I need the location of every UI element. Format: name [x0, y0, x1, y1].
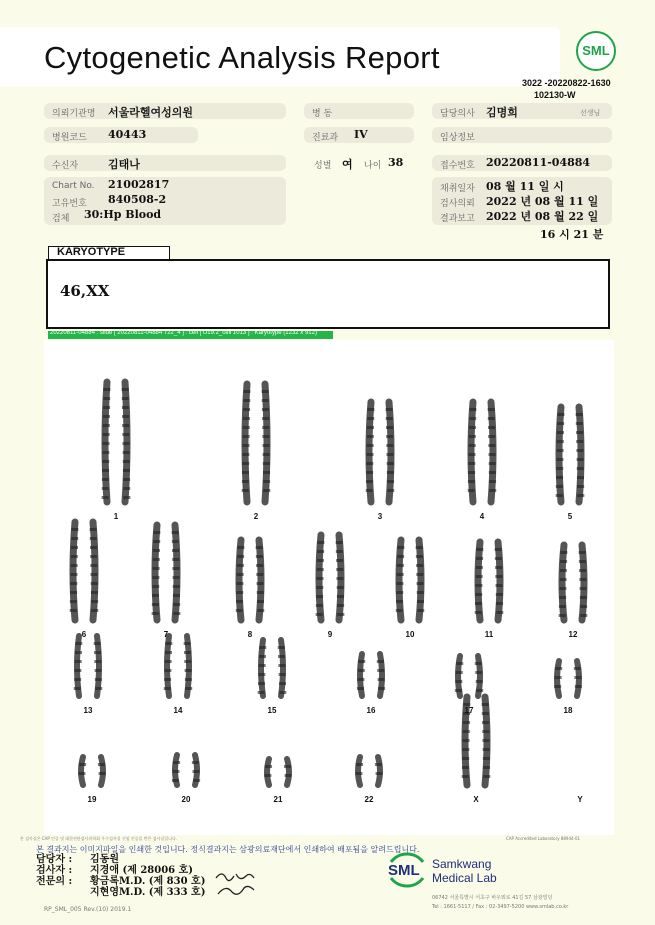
- logo-text: SML: [582, 43, 610, 58]
- chromosome-19-a: [78, 757, 86, 785]
- chromosome-1-b: [122, 382, 131, 502]
- result-label: 결과보고: [440, 214, 475, 224]
- company-logo-text: SML: [388, 862, 420, 879]
- dept-label: 진료과: [312, 133, 339, 143]
- signature-image: [212, 868, 262, 902]
- chromosome-label-22: 22: [364, 795, 374, 804]
- chromosome-label-19: 19: [87, 795, 97, 804]
- chromosome-label-7: 7: [163, 630, 169, 639]
- chromosome-12-b: [579, 545, 588, 620]
- chromosome-7-a: [152, 525, 161, 620]
- chromosome-3-a: [366, 402, 375, 502]
- sml-logo: [576, 31, 616, 71]
- chromosome-label-4: 4: [479, 512, 485, 521]
- chart-label: Chart No.: [52, 181, 95, 191]
- chromosome-label-8: 8: [247, 630, 253, 639]
- institution-label: 의뢰기관명: [52, 109, 96, 119]
- chromosome-17-b: [475, 656, 483, 696]
- company-name-line1: Samkwang: [432, 857, 492, 871]
- specimen-label: 검체: [52, 214, 70, 224]
- ward-label: 병 동: [312, 109, 333, 119]
- company-tel: Tel : 1661-5117 / Fax : 02-3497-5200 www.smlab.co.kr: [432, 904, 569, 910]
- chromosome-18-b: [574, 661, 582, 696]
- chromosome-22-b: [375, 757, 383, 785]
- request-label: 검사의뢰: [440, 199, 475, 209]
- chromosome-2-b: [262, 384, 271, 502]
- hospital-code-value: 40443: [108, 128, 147, 141]
- chromosome-14-a: [164, 636, 173, 696]
- expert1-value: 황금록M.D. (제 830 호): [90, 876, 206, 887]
- chromosome-17-a: [455, 656, 463, 696]
- karyogram-image-area: [44, 340, 614, 835]
- doctor-value: 김명희: [486, 106, 518, 119]
- slide-info-text: 20220811-04884 : slide [ 20220811-04884 722_4 ] : cell [ U19.2_cell 1013 ] : Karyotype (1232 x 912): [50, 330, 317, 336]
- chromosome-5-b: [576, 407, 585, 502]
- chromosome-label-5: 5: [567, 512, 573, 521]
- tester-label: 검사자 :: [36, 865, 73, 876]
- chromosome-18-a: [554, 661, 562, 696]
- chromosome-10-b: [416, 540, 425, 620]
- doctor-label: 담당의사: [440, 109, 475, 119]
- karyogram-svg: [44, 340, 614, 835]
- chromosome-label-16: 16: [366, 706, 376, 715]
- chromosome-label-2: 2: [253, 512, 259, 521]
- result-time: 16 시 21 분: [540, 228, 604, 241]
- chromosome-8-b: [256, 540, 265, 620]
- expert-label: 전문의 :: [36, 876, 73, 887]
- collect-value: 08 월 11 일 시: [486, 180, 564, 193]
- chromosome-label-6: 6: [81, 630, 87, 639]
- chromosome-label-17: 17: [464, 706, 474, 715]
- institution-value: 서울라헬여성의원: [108, 106, 194, 119]
- chromosome-label-X: X: [473, 795, 479, 804]
- karyotype-box: [46, 259, 610, 329]
- age-value: 38: [388, 156, 404, 169]
- notice-text: 본 결과지는 이미지파일을 인쇄한 것입니다. 정식결과지는 삼광의료재단에서 인쇄하여 배포됨을 알려드립니다.: [36, 845, 420, 854]
- manager-label: 담당자 :: [36, 854, 73, 865]
- chromosome-15-b: [278, 640, 287, 696]
- chromosome-6-a: [70, 522, 79, 620]
- chromosome-label-11: 11: [484, 630, 494, 639]
- age-label: 나이: [364, 161, 382, 171]
- form-number: RP_SML_005 Rev.(10) 2019.1: [44, 906, 132, 913]
- chromosome-10-a: [396, 540, 405, 620]
- tester-value: 지경애 (제 28006 호): [90, 865, 193, 876]
- chromosome-label-10: 10: [405, 630, 415, 639]
- chromosome-label-20: 20: [181, 795, 191, 804]
- chromosome-2-a: [242, 384, 251, 502]
- result-value: 2022 년 08 월 22 일: [486, 210, 599, 223]
- chromosome-16-b: [377, 654, 385, 696]
- company-address: 06742 서울특별시 서초구 바우뫼로 41길 57 삼광빌딩: [432, 895, 553, 901]
- chromosome-label-9: 9: [327, 630, 333, 639]
- chromosome-label-Y: Y: [577, 795, 583, 804]
- receipt-label: 접수번호: [440, 161, 475, 171]
- chromosome-3-b: [386, 402, 395, 502]
- chromosome-label-15: 15: [267, 706, 277, 715]
- report-number-line2: 102130-W: [534, 90, 576, 100]
- hospital-code-label: 병원코드: [52, 133, 87, 143]
- chromosome-label-18: 18: [563, 706, 573, 715]
- slide-info-bar: [48, 331, 333, 339]
- unique-label: 고유번호: [52, 199, 87, 209]
- karyotype-tab-label: KARYOTYPE: [57, 246, 126, 258]
- chromosome-6-b: [90, 522, 99, 620]
- fine-print-right: CAP Accredited Laboratory 88944-01: [506, 836, 581, 841]
- chromosome-4-a: [468, 402, 477, 502]
- expert2-value: 지현영M.D. (제 333 호): [90, 887, 206, 898]
- recipient-value: 김태나: [108, 158, 140, 171]
- chromosome-21-b: [284, 759, 292, 785]
- chromosome-20-b: [192, 755, 200, 785]
- specimen-value: 30:Hp Blood: [84, 208, 162, 221]
- chromosome-7-b: [172, 525, 181, 620]
- fine-print-left: 본 검사실은 CAP 인증 및 대한진단검사의학회 우수검사실 신임 인증을 받은 검사실입니다.: [20, 836, 178, 841]
- clinical-label: 임상정보: [440, 133, 475, 143]
- chromosome-21-a: [264, 759, 272, 785]
- request-value: 2022 년 08 월 11 일: [486, 195, 599, 208]
- company-name-line2: Medical Lab: [432, 871, 497, 885]
- chromosome-label-1: 1: [113, 512, 119, 521]
- chromosome-X-b: [482, 697, 491, 785]
- chromosome-19-b: [98, 757, 106, 785]
- recipient-label: 수신자: [52, 161, 79, 171]
- chromosome-1-a: [102, 382, 111, 502]
- chromosome-15-a: [258, 640, 267, 696]
- karyotype-value: 46,XX: [60, 282, 110, 300]
- chromosome-4-b: [488, 402, 497, 502]
- sex-label: 성별: [314, 161, 332, 171]
- karyotype-tab: [48, 246, 170, 260]
- doctor-suffix: 선생님: [580, 109, 601, 117]
- chromosome-11-b: [495, 542, 504, 620]
- chromosome-20-a: [172, 755, 180, 785]
- chromosome-label-12: 12: [568, 630, 578, 639]
- chromosome-label-3: 3: [377, 512, 383, 521]
- report-title: Cytogenetic Analysis Report: [44, 40, 440, 75]
- chromosome-22-a: [355, 757, 363, 785]
- chromosome-9-a: [316, 535, 325, 620]
- chromosome-13-a: [74, 636, 83, 696]
- chromosome-label-21: 21: [273, 795, 283, 804]
- report-number-line1: 3022 -20220822-1630: [522, 78, 611, 88]
- chromosome-8-a: [236, 540, 245, 620]
- chromosome-14-b: [184, 636, 193, 696]
- chromosome-16-a: [357, 654, 365, 696]
- dept-value: IV: [354, 128, 368, 141]
- chromosome-12-a: [559, 545, 568, 620]
- chromosome-13-b: [94, 636, 103, 696]
- chart-value: 21002817: [108, 178, 170, 191]
- manager-value: 김동원: [90, 854, 119, 865]
- chromosome-label-14: 14: [173, 706, 183, 715]
- collect-label: 채취일자: [440, 184, 475, 194]
- chromosome-label-13: 13: [83, 706, 93, 715]
- chromosome-9-b: [336, 535, 345, 620]
- receipt-value: 20220811-04884: [486, 156, 591, 169]
- recipient-pill: [44, 155, 286, 171]
- unique-value: 840508-2: [108, 193, 167, 206]
- sex-value: 여: [342, 158, 353, 171]
- chromosome-5-a: [556, 407, 565, 502]
- chromosome-11-a: [475, 542, 484, 620]
